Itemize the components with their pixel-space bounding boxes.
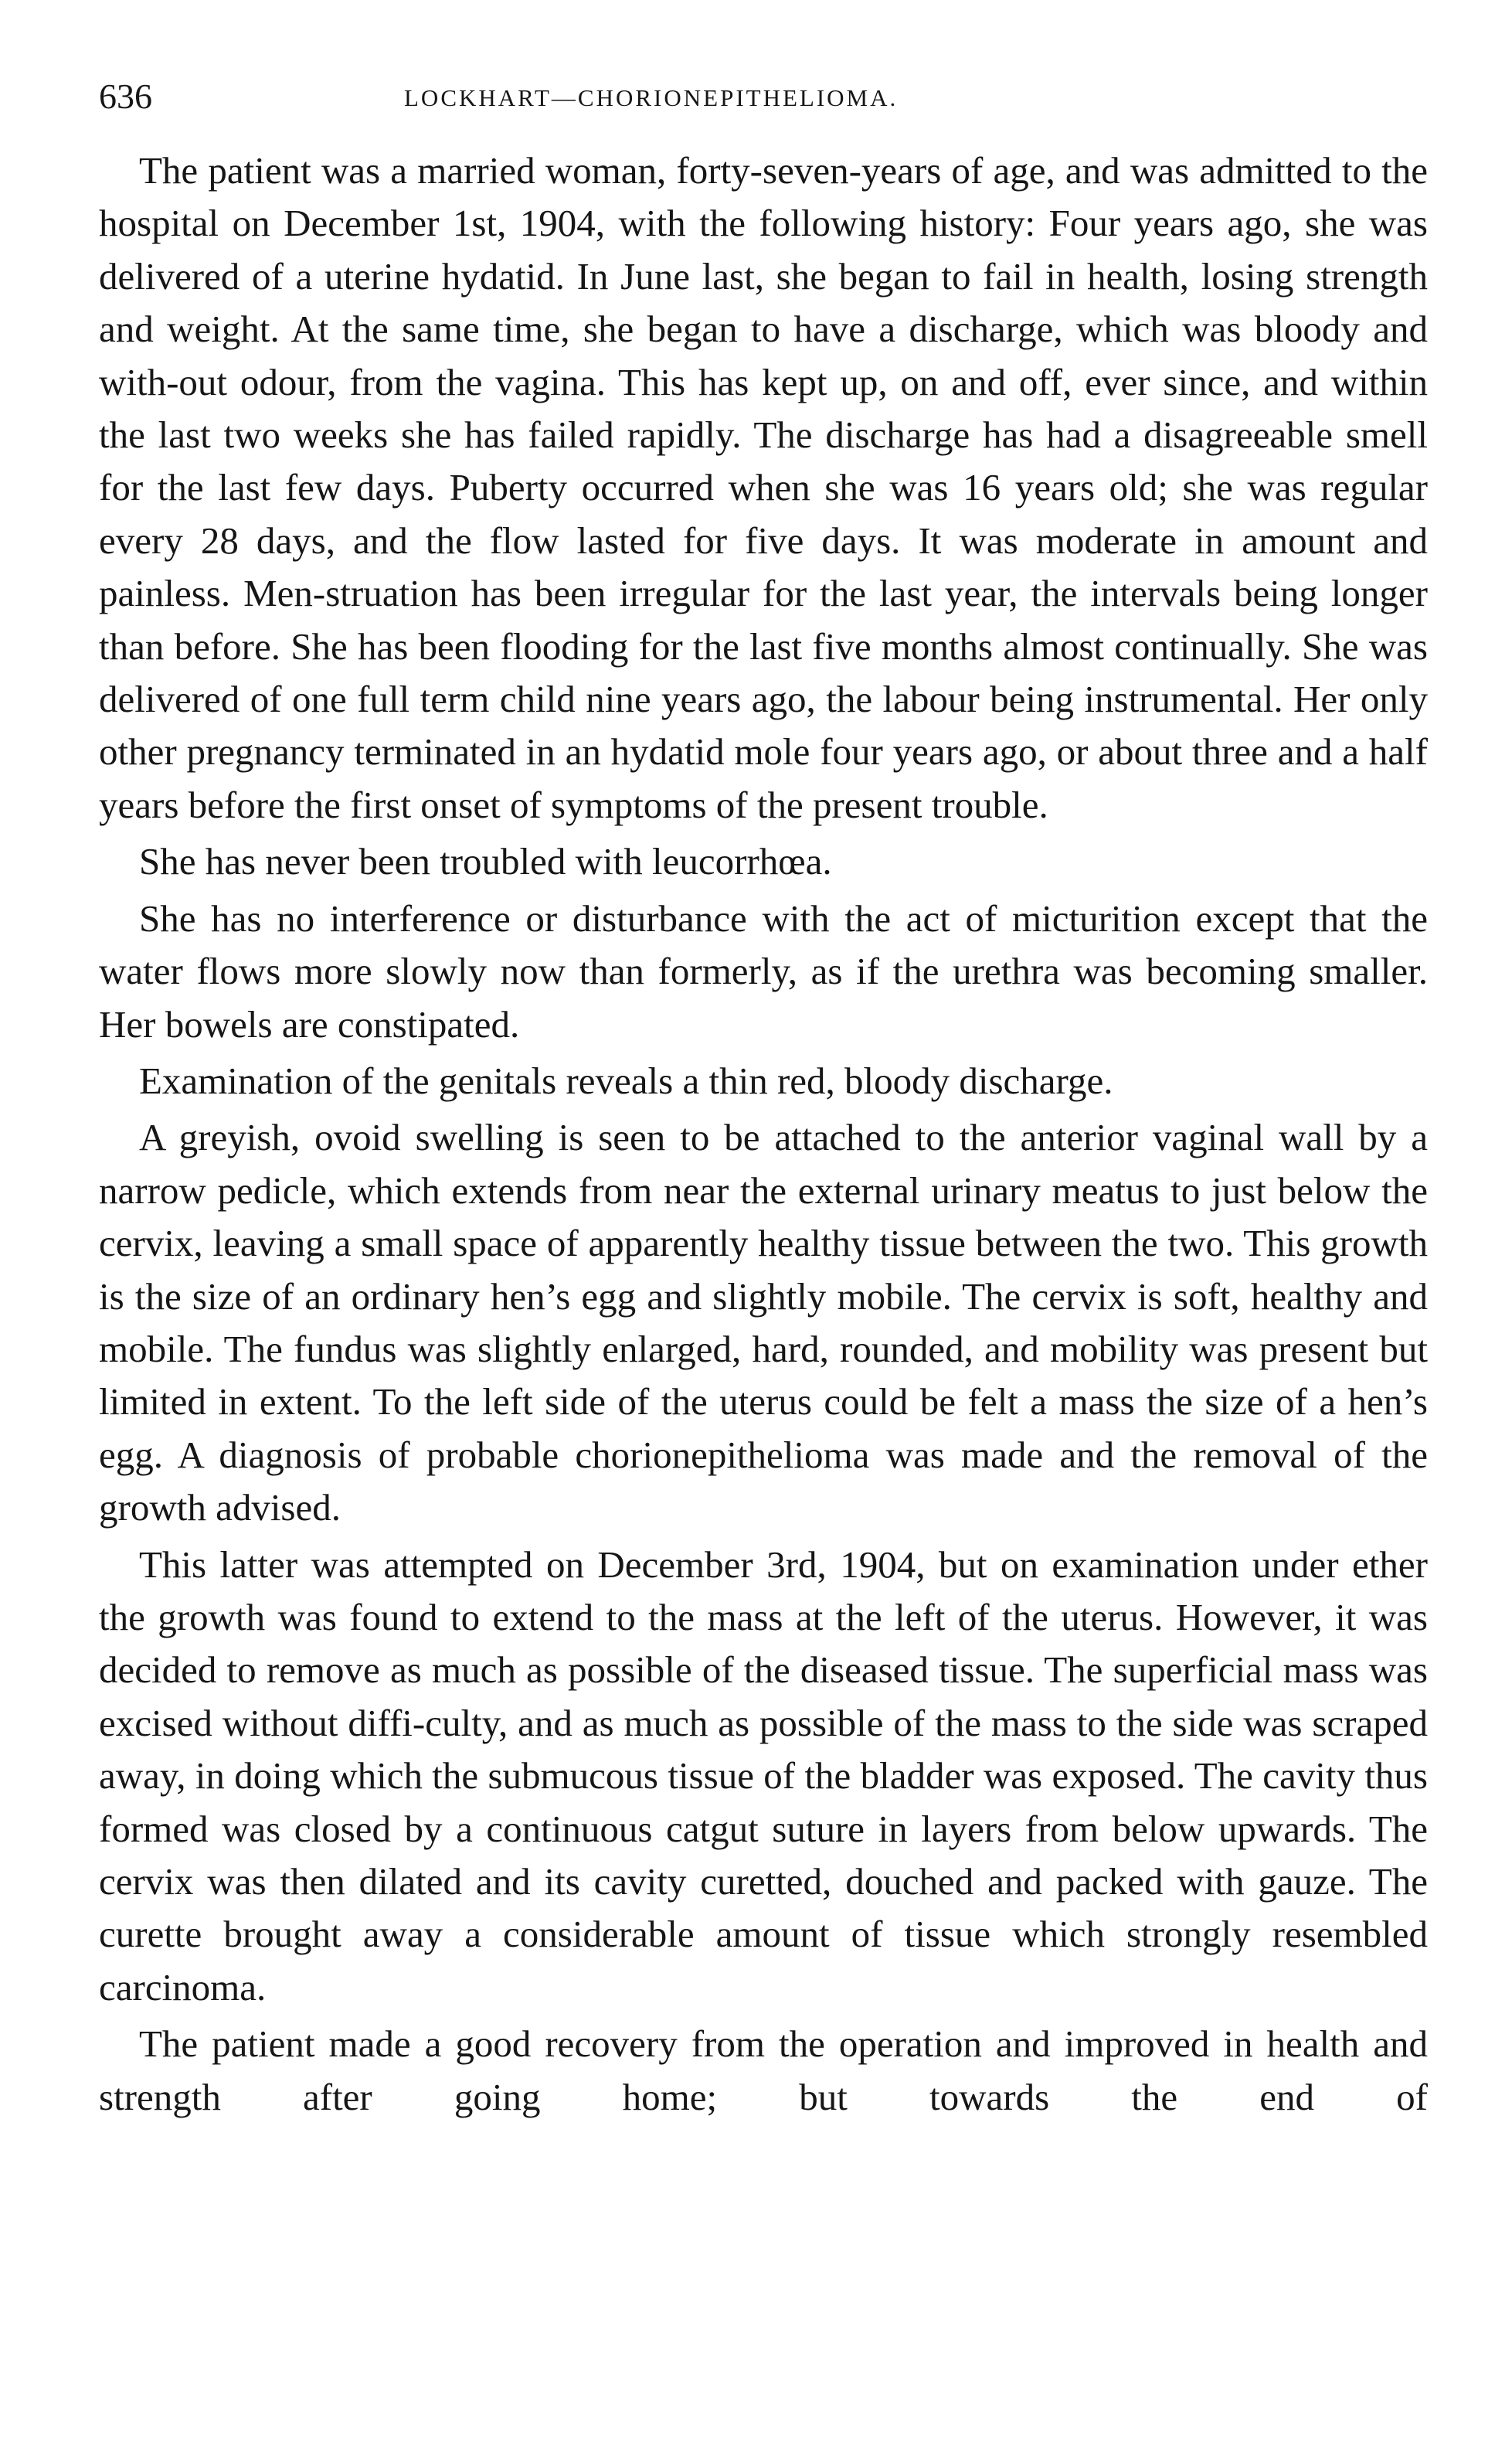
page-number: 636 bbox=[99, 77, 152, 116]
running-head bbox=[99, 73, 1428, 120]
paragraph-examination: Examination of the genitals reveals a thin red, bloody discharge. bbox=[139, 1059, 1113, 1102]
body-text bbox=[99, 145, 1428, 2124]
paragraph-swelling: A greyish, ovoid swelling is seen to be attached to the anterior vaginal wall by a narrow pedicle, which extends from near the external urinary meatus to just below the cervix, leaving a small space of apparently healthy tissue between the two. This growth is the size of an ordinary hen’s egg and slightly mobile. The cervix is soft, healthy and mobile. The fundus was slightly enlarged, hard, rounded, and mobility was present but limited in extent. To the left side of the uterus could be felt a mass the size of a hen’s egg. A diagnosis of probable chorionepithelioma was made and the removal of the growth advised. bbox=[99, 1116, 1428, 1529]
paragraph-recovery: The patient made a good recovery from the operation and improved in health and strength after going home; but towards the end of bbox=[99, 2022, 1428, 2118]
paragraph-operation: This latter was attempted on December 3rd, 1904, but on examination under ether the growth was found to extend to the mass at the left of the uterus. However, it was decided to remove as much as possible of the diseased tissue. The superficial mass was excised without diffi-culty, and as much as possible of the mass to the side was scraped away, in doing which the submucous tissue of the bladder was exposed. The cavity thus formed was closed by a continuous catgut suture in layers from below upwards. The cervix was then dilated and its cavity curetted, douched and packed with gauze. The curette brought away a considerable amount of tissue which strongly resembled carcinoma. bbox=[99, 1543, 1428, 2009]
paragraph-leucorrhoea: She has never been troubled with leucorrhœa. bbox=[139, 840, 832, 883]
paragraph-patient-history: The patient was a married woman, forty-seven-years of age, and was admitted to the hospital on December 1st, 1904, with the following history: Four years ago, she was delivered of a uterine hydatid. In June last, she began to fail in health, losing strength and weight. At the same time, she began to have a discharge, which was bloody and with-out odour, from the vagina. This has kept up, on and off, ever since, and within the last two weeks she has failed rapidly. The discharge has had a disagreeable smell for the last few days. Puberty occurred when she was 16 years old; she was regular every 28 days, and the flow lasted for five days. It was moderate in amount and painless. Men-struation has been irregular for the last year, the intervals being longer than before. She has been flooding for the last five months almost continually. She was delivered of one full term child nine years ago, the labour being instrumental. Her only other pregnancy terminated in an hydatid mole four years ago, or about three and a half years before the first onset of symptoms of the present trouble. bbox=[99, 149, 1428, 826]
running-title: LOCKHART—CHORIONEPITHELIOMA. bbox=[404, 84, 899, 111]
paragraph-micturition: She has no interference or disturbance with the act of micturition except that the water flows more slowly now than formerly, as if the urethra was becoming smaller. Her bowels are constipated. bbox=[99, 896, 1428, 1046]
